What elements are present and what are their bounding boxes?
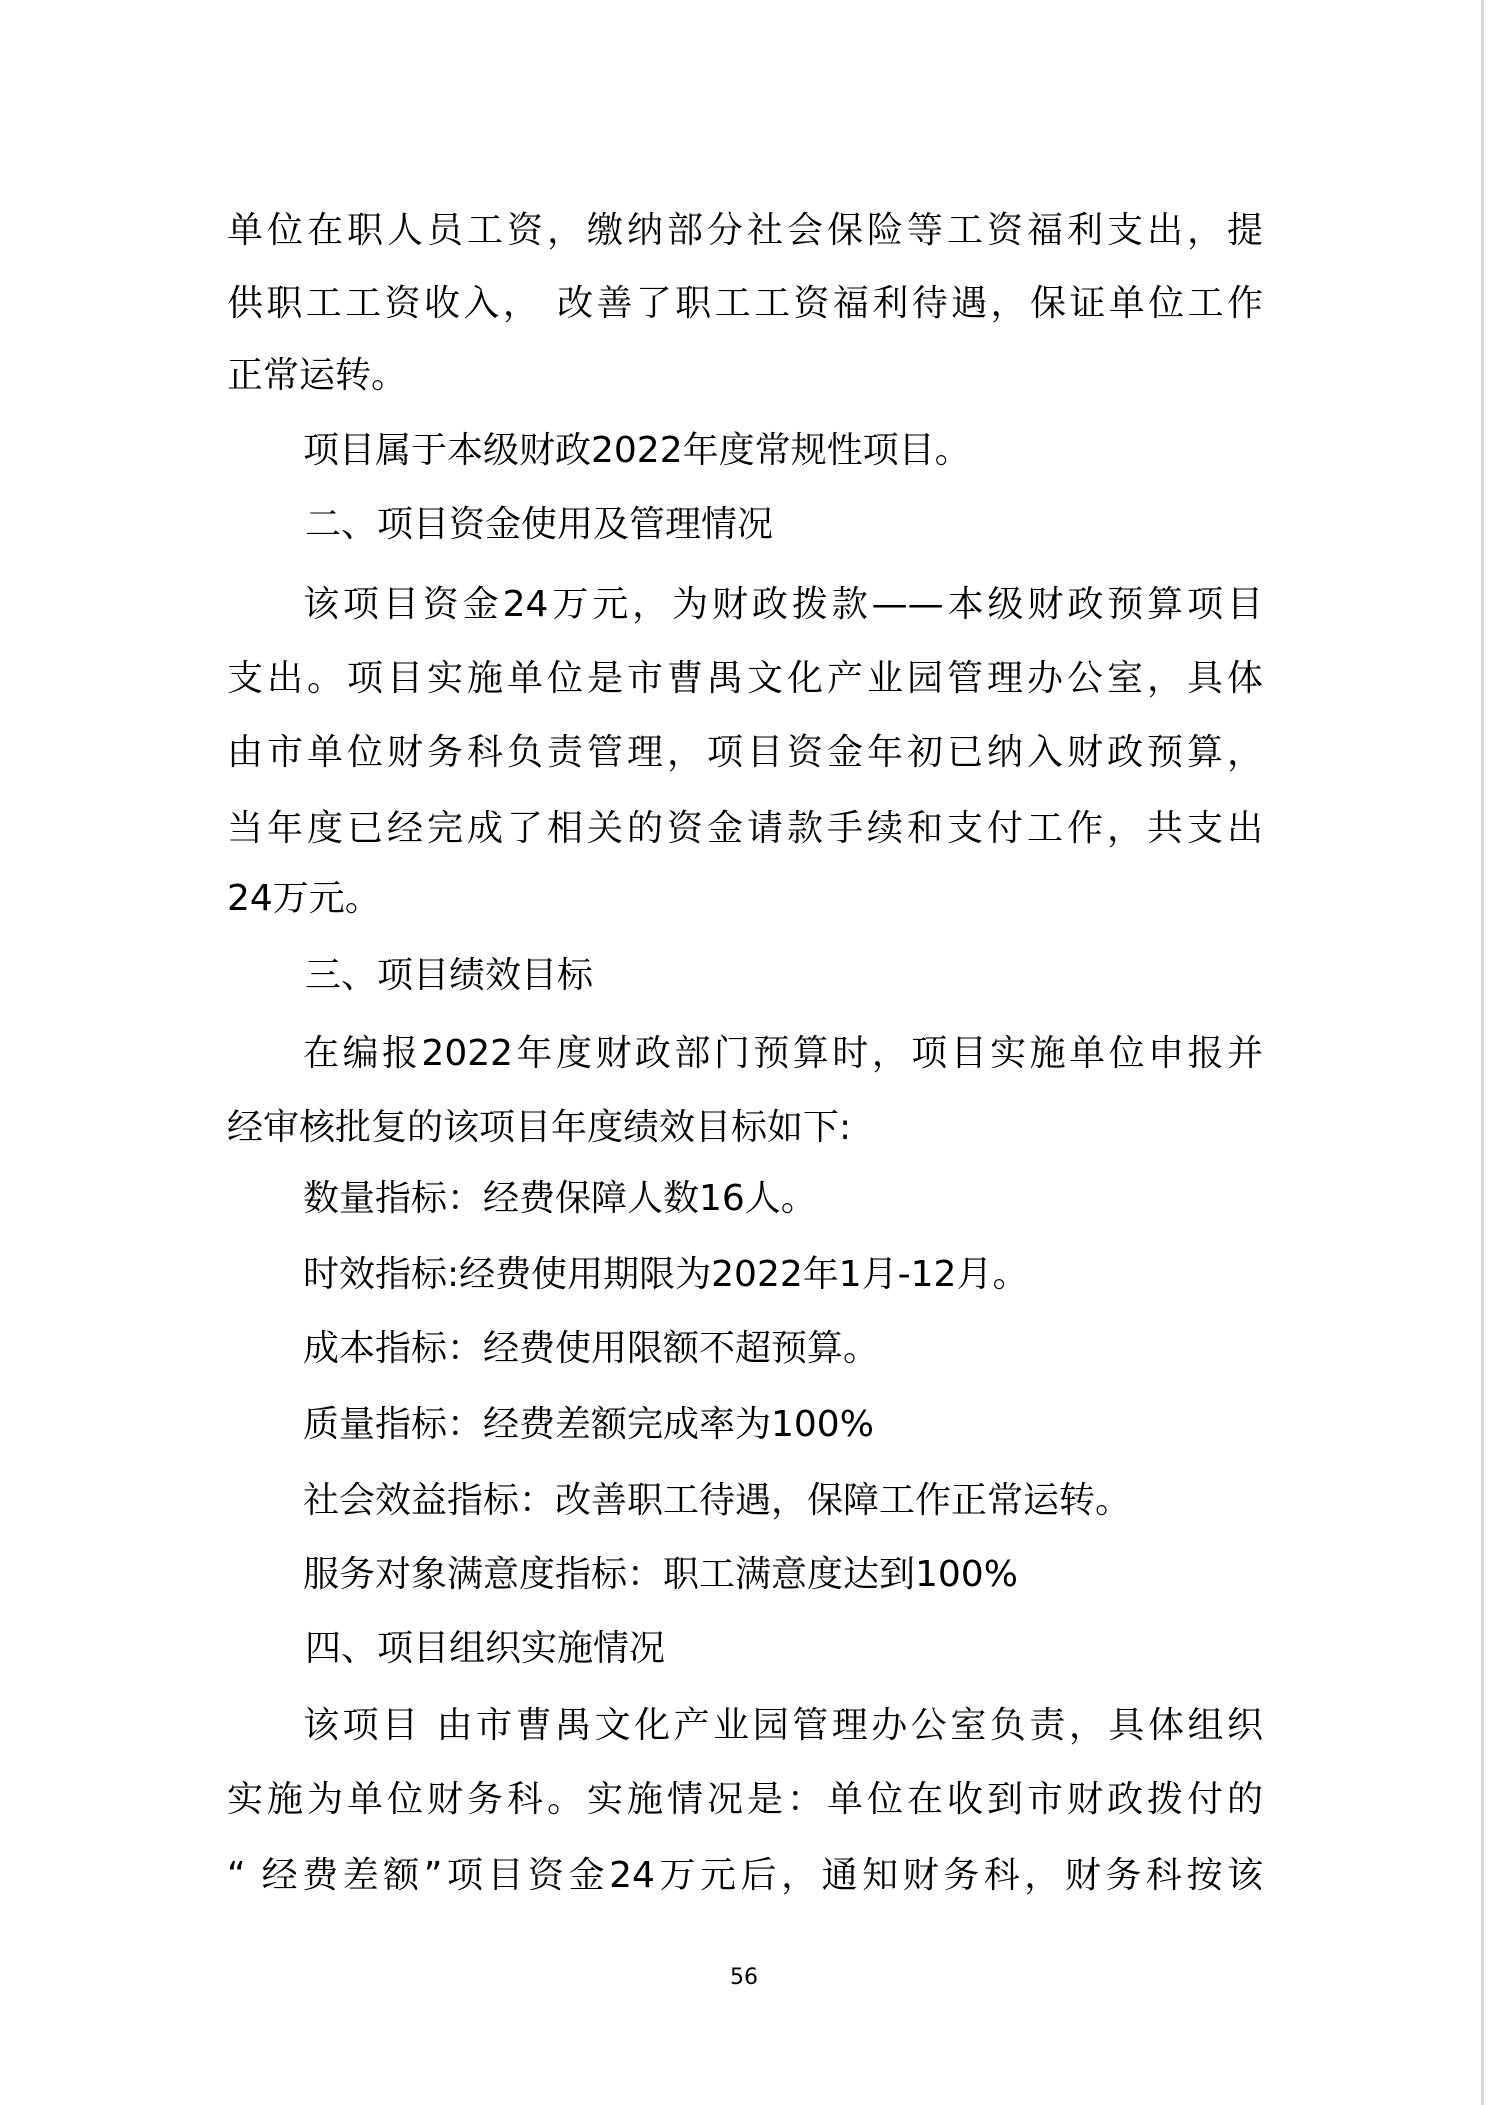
indicator-line: 数量指标：经费保障人数16人。 (303, 1178, 817, 1219)
paragraph-line: 该项目 由市曹禺文化产业园管理办公室负责，具体组织 (303, 1705, 1263, 1746)
section-heading: 三、项目绩效目标 (305, 955, 594, 996)
paragraph-line: 24万元。 (227, 878, 381, 919)
indicator-line: 服务对象满意度指标：职工满意度达到100% (303, 1554, 1018, 1595)
paragraph-line: 经审核批复的该项目年度绩效目标如下: (227, 1107, 852, 1148)
indicator-line: 时效指标:经费使用期限为2022年1月-12月。 (303, 1254, 1029, 1295)
page-edge-shadow (1481, 0, 1484, 2105)
indicator-line: 质量指标：经费差额完成率为100% (303, 1404, 874, 1445)
indicator-line: 成本指标：经费使用限额不超预算。 (303, 1328, 880, 1369)
paragraph-line: “ 经费差额”项目资金24万元后，通知财务科，财务科按该 (227, 1855, 1263, 1896)
paragraph-line: 供职工工资收入， 改善了职工工资福利待遇，保证单位工作 (227, 283, 1263, 324)
paragraph-line: 该项目资金24万元，为财政拨款——本级财政预算项目 (303, 584, 1263, 625)
paragraph-line: 实施为单位财务科。实施情况是：单位在收到市财政拨付的 (227, 1779, 1263, 1820)
paragraph-line: 由市单位财务科负责管理，项目资金年初已纳入财政预算， (227, 732, 1263, 773)
paragraph-line: 正常运转。 (227, 355, 408, 396)
paragraph-line: 支出。项目实施单位是市曹禺文化产业园管理办公室，具体 (227, 658, 1263, 699)
paragraph-line: 在编报2022年度财政部门预算时，项目实施单位申报并 (303, 1033, 1263, 1074)
section-heading: 二、项目资金使用及管理情况 (305, 504, 774, 545)
paragraph-line: 当年度已经完成了相关的资金请款手续和支付工作，共支出 (227, 808, 1263, 849)
indicator-line: 社会效益指标：改善职工待遇，保障工作正常运转。 (303, 1480, 1132, 1521)
page-number: 56 (730, 1965, 758, 1990)
paragraph-line: 单位在职人员工资，缴纳部分社会保险等工资福利支出，提 (227, 210, 1263, 251)
section-heading: 四、项目组织实施情况 (305, 1628, 666, 1669)
paragraph-line: 项目属于本级财政2022年度常规性项目。 (303, 430, 971, 471)
